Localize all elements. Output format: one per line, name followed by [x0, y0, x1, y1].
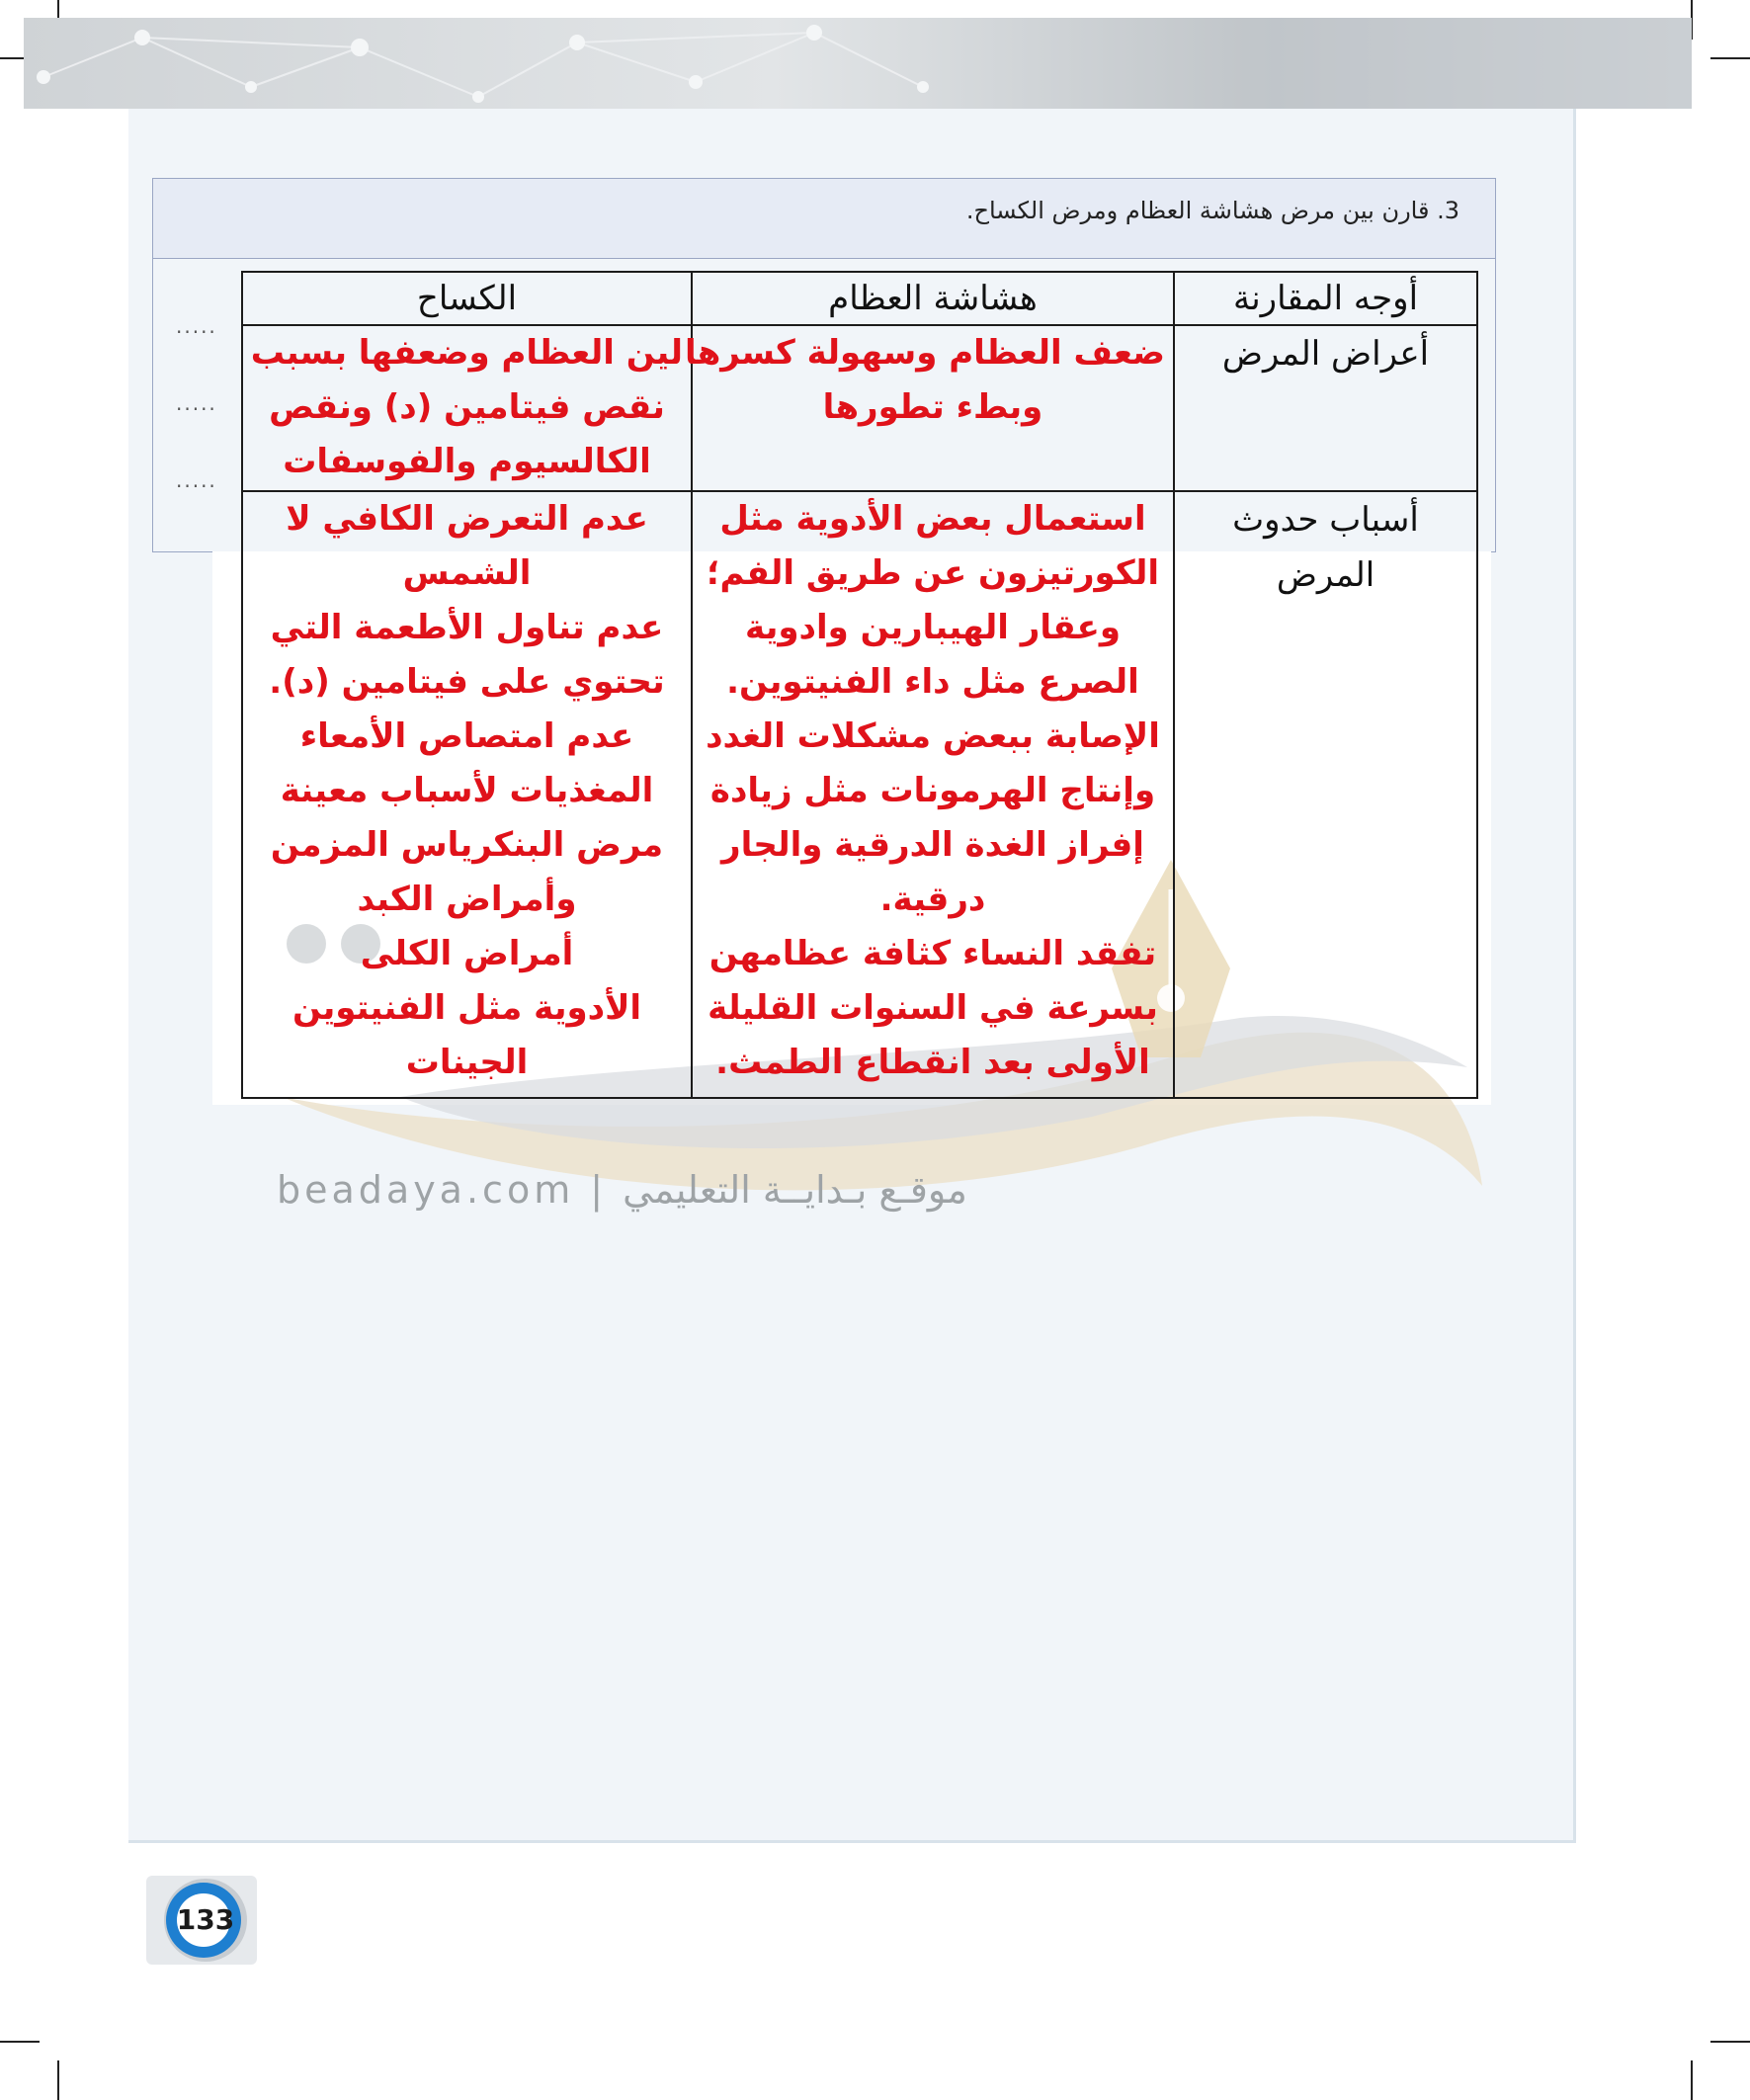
- answer-line: ضعف العظام وسهولة كسرها: [684, 333, 1165, 373]
- rickets-cell: [242, 325, 692, 491]
- answer-line: بسرعة في السنوات القليلة: [708, 988, 1158, 1028]
- comparison-table: [241, 271, 1478, 1099]
- osteoporosis-cell: [684, 325, 1174, 491]
- answer-line: عدم تناول الأطعمة التي: [270, 608, 664, 647]
- watermark-text: beadaya.com | موقـع بـدايــة التعليمي: [277, 1168, 967, 1212]
- table-row-causes: [242, 491, 1477, 1098]
- crop-mark: [1710, 2041, 1750, 2043]
- answer-line: الأولى بعد انقطاع الطمث.: [715, 1043, 1150, 1082]
- answer-line: أمراض الكلى: [360, 934, 574, 973]
- osteoporosis-cell: [692, 491, 1174, 1098]
- network-pattern-icon: [24, 18, 1692, 109]
- answer-line: عدم التعرض الكافي لا: [286, 499, 648, 539]
- rickets-cell: [242, 491, 692, 1098]
- answer-line: الكالسيوم والفوسفات: [283, 442, 651, 481]
- answer-line: وبطء تطورها: [822, 387, 1043, 427]
- answer-line: عدم امتصاص الأمعاء: [299, 716, 634, 756]
- aspect-cell: [1174, 325, 1477, 491]
- aspect-cell: [1174, 491, 1477, 1098]
- answer-line: درقية.: [879, 880, 986, 919]
- answer-line: تحتوي على فيتامين (د).: [269, 662, 665, 702]
- answer-line: المغذيات لأسباب معينة: [280, 771, 654, 810]
- answer-line: وعقار الهيبارين وادوية: [745, 608, 1121, 647]
- answer-line: الشمس: [402, 553, 532, 593]
- aspect-line: المرض: [1276, 555, 1375, 595]
- header-osteoporosis: هشاشة العظام: [692, 272, 1174, 325]
- header-rickets: الكساح: [242, 272, 692, 325]
- crop-mark: [1710, 57, 1750, 59]
- answer-dots: .....: [176, 314, 217, 338]
- table-row-symptoms: [242, 325, 1477, 491]
- answer-line: إفراز الغدة الدرقية والجار: [721, 825, 1144, 865]
- answer-line: وإنتاج الهرمونات مثل زيادة: [709, 771, 1156, 810]
- answer-line: الكورتيزون عن طريق الفم؛: [706, 553, 1160, 593]
- aspect-line: أعراض المرض: [1221, 334, 1430, 374]
- answer-dots: .....: [176, 468, 217, 492]
- question-text: 3. قارن بين مرض هشاشة العظام ومرض الكساح.: [965, 197, 1459, 224]
- question-bar: [152, 178, 1496, 259]
- page-number: 133: [176, 1903, 235, 1936]
- answer-line: الإصابة ببعض مشكلات الغدد: [706, 716, 1160, 756]
- answer-line: استعمال بعض الأدوية مثل: [719, 499, 1146, 539]
- answer-line: مرض البنكرياس المزمن: [270, 825, 664, 865]
- answer-line: تفقد النساء كثافة عظامهن: [708, 934, 1157, 973]
- answer-line: الصرع مثل داء الفنيتوين.: [726, 662, 1139, 702]
- answer-line: الأدوية مثل الفنيتوين: [292, 988, 642, 1028]
- crop-mark: [1691, 2060, 1693, 2100]
- answer-dots: .....: [176, 391, 217, 415]
- answer-line: نقص فيتامين (د) ونقص: [269, 387, 665, 427]
- table-header-row: [242, 272, 1477, 325]
- answer-line: لين العظام وضعفها بسبب: [250, 333, 683, 373]
- aspect-line: أسباب حدوث: [1232, 500, 1419, 540]
- crop-mark: [57, 2060, 59, 2100]
- crop-mark: [0, 2041, 40, 2043]
- header-banner: [24, 18, 1692, 109]
- answer-line: وأمراض الكبد: [357, 880, 577, 919]
- header-aspect: أوجه المقارنة: [1174, 272, 1477, 325]
- answer-line: الجينات: [405, 1043, 529, 1082]
